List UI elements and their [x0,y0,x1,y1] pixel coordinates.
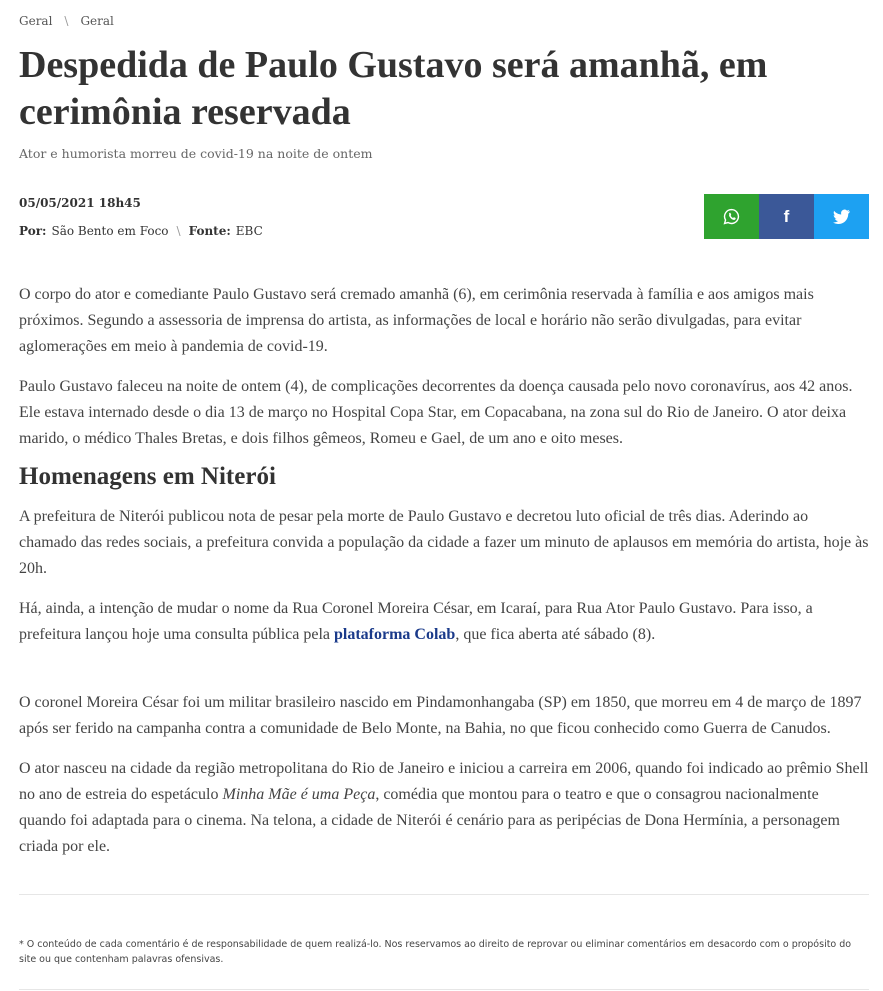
divider [19,894,869,895]
article-date: 05/05/2021 18h45 [19,196,141,210]
breadcrumb-separator: \ [64,14,69,28]
article-paragraph: O corpo do ator e comediante Paulo Gustavo será cremado amanhã (6), em cerimônia reservada à família e aos amigos mais próximos. Segundo a assessoria de imprensa do artista, as informações de local e horário não serão divulgadas, para evitar aglomerações em meio à pandemia de covid-19. [19,286,814,355]
page-title: Despedida de Paulo Gustavo será amanhã, em cerimônia reservada [19,44,768,133]
author-name: São Bento em Foco [51,224,169,238]
comments-disclaimer: * O conteúdo de cada comentário é de responsabilidade de quem realizá-lo. Nos reservamos ao direito de reprovar ou eliminar comentários em desacordo com o propósito do site ou que contenham palavras ofensivas. [19,939,852,965]
source-name: EBC [235,224,263,238]
breadcrumb-item-1[interactable]: Geral [19,14,53,28]
article-paragraph [19,756,869,860]
article-paragraph: O coronel Moreira César foi um militar brasileiro nascido em Pindamonhangaba (SP) em 1850, que morreu em 4 de março de 1897 após ser ferido na campanha contra a comunidade de Belo Monte, na Bahia, no que ficou conhecido como Guerra de Canudos. [19,694,862,737]
colab-platform-link[interactable]: plataforma Colab [333,626,456,643]
divider [19,989,869,990]
breadcrumb [19,14,114,28]
section-heading: Homenagens em Niterói [19,463,276,490]
share-facebook-button[interactable] [759,194,814,239]
share-twitter-button[interactable] [814,194,869,239]
breadcrumb-item-2[interactable]: Geral [80,14,114,28]
article-paragraph: Paulo Gustavo faleceu na noite de ontem (4), de complicações decorrentes da doença causada pelo novo coronavírus, aos 42 anos. Ele estava internado desde o dia 13 de março no Hospital Copa Star, em Copacabana, na zona sul do Rio de Janeiro. O ator deixa marido, o médico Thales Bretas, e dois filhos gêmeos, Romeu e Gael, de um ano e oito meses. [19,378,853,447]
article-byline [19,224,263,238]
twitter-icon [833,209,850,224]
play-title: Minha Mãe é uma Peça [222,786,376,803]
facebook-icon: f [783,206,790,226]
article-subtitle: Ator e humorista morreu de covid-19 na noite de ontem [19,146,373,161]
article-paragraph [19,596,869,648]
article-paragraph: A prefeitura de Niterói publicou nota de pesar pela morte de Paulo Gustavo e decretou luto oficial de três dias. Aderindo ao chamado das redes sociais, a prefeitura convida a população da cidade a fazer um minuto de aplausos em memória do artista, hoje às 20h. [19,508,869,577]
paragraph-text: , comédia que montou para o teatro e que o consagrou nacionalmente quando foi adaptada para o cinema. Na telona, a cidade de Niterói é cenário para as peripécias de Dona Hermínia, a personagem criada por ele. [19,786,840,855]
source-label: Fonte: [188,224,231,238]
article-body [19,282,869,874]
paragraph-text: , que fica aberta até sábado (8). [455,626,656,643]
byline-separator: \ [176,224,181,238]
paragraph-text: Há, ainda, a intenção de mudar o nome da Rua Coronel Moreira César, em Icaraí, para Rua Ator Paulo Gustavo. Para isso, a prefeitura lançou hoje uma consulta pública pela [19,600,813,643]
whatsapp-icon [723,208,740,225]
author-label: Por: [19,224,47,238]
paragraph-text: O ator nasceu na cidade da região metropolitana do Rio de Janeiro e iniciou a carreira em 2006, quando foi indicado ao prêmio Shell no ano de estreia do espetáculo [19,760,869,803]
share-buttons [704,194,869,239]
share-whatsapp-button[interactable] [704,194,759,239]
